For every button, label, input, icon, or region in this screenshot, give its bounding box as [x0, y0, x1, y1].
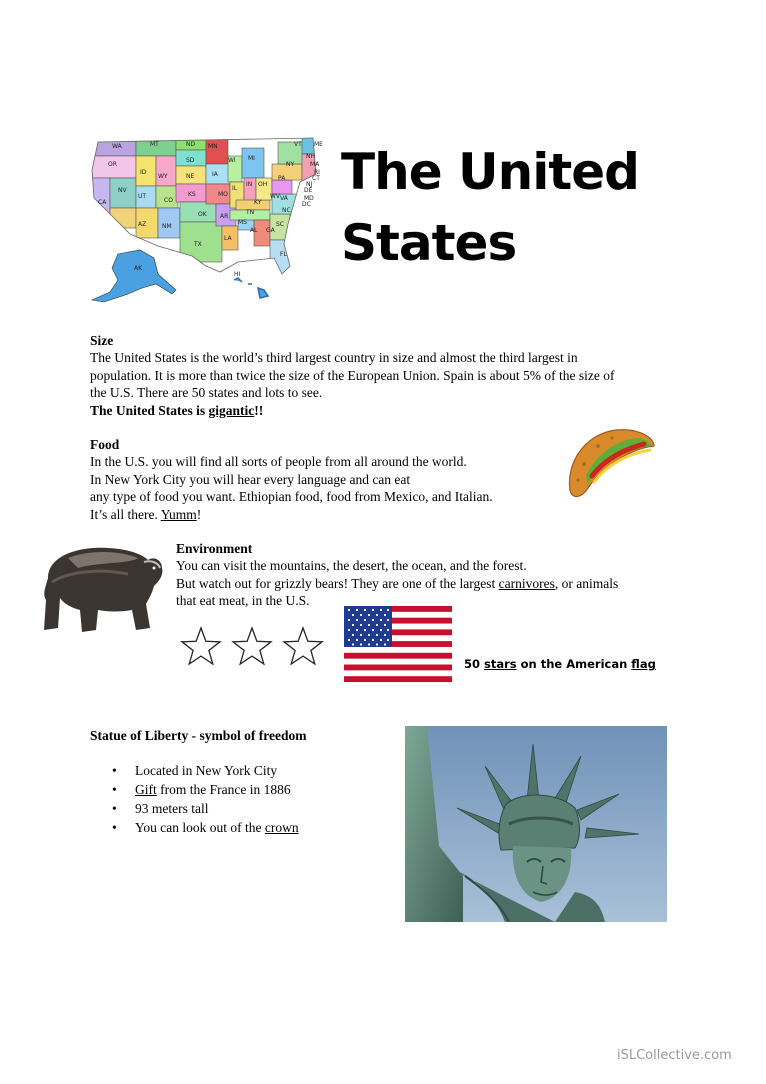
svg-text:WV: WV — [270, 193, 281, 200]
environment-line-3: that eat meat, in the U.S. — [176, 593, 310, 608]
svg-text:TX: TX — [194, 241, 202, 248]
fact-text: from the France in 1886 — [156, 782, 291, 797]
svg-text:CT: CT — [312, 175, 320, 182]
footer-watermark: iSLCollective.com — [617, 1048, 732, 1063]
svg-text:NE: NE — [186, 173, 195, 180]
star-icon-1 — [182, 628, 220, 664]
svg-text:IN: IN — [246, 181, 253, 188]
size-line-1: The United States is the world’s third largest country in size and almost the third largest in — [90, 350, 578, 365]
bullet: • — [112, 801, 117, 816]
svg-text:VA: VA — [280, 195, 288, 202]
page-title-line-1: The United — [341, 143, 639, 201]
list-item — [90, 818, 390, 837]
svg-text:NV: NV — [118, 187, 127, 194]
gigantic-word: gigantic — [208, 402, 255, 418]
flag-caption-text: on the American — [516, 657, 632, 671]
svg-text:MO: MO — [218, 191, 228, 198]
svg-text:PA: PA — [278, 175, 286, 182]
fact-text: 93 meters tall — [135, 801, 209, 816]
svg-text:MT: MT — [150, 141, 159, 148]
svg-text:NC: NC — [282, 207, 291, 214]
flag-word: flag — [631, 657, 656, 671]
food-section — [90, 436, 550, 523]
flag-caption — [464, 657, 656, 671]
environment-line-2-end: , or animals — [554, 575, 619, 591]
svg-text:RI: RI — [314, 169, 320, 176]
food-line-4 — [90, 506, 550, 524]
list-item — [90, 799, 390, 818]
svg-text:HI: HI — [234, 271, 241, 278]
svg-text:OR: OR — [108, 161, 117, 168]
svg-text:OK: OK — [198, 211, 207, 218]
liberty-section — [90, 727, 390, 837]
svg-text:OH: OH — [258, 181, 268, 188]
svg-text:NH: NH — [306, 153, 315, 160]
svg-text:MD: MD — [304, 195, 314, 202]
grizzly-bear-image — [38, 538, 166, 636]
svg-text:NM: NM — [162, 223, 172, 230]
svg-text:AK: AK — [134, 265, 143, 272]
page-title-line-2: States — [341, 214, 517, 272]
environment-line-2-text: But watch out for grizzly bears! They are one of the largest — [176, 575, 499, 591]
stars-word: stars — [484, 657, 517, 671]
gift-word: Gift — [135, 782, 157, 797]
svg-text:SC: SC — [276, 221, 284, 228]
svg-text:IL: IL — [232, 185, 238, 192]
size-line-2: population. It is more than twice the size of the European Union. Spain is about 5% of the size of — [90, 367, 615, 383]
svg-text:WI: WI — [228, 157, 236, 164]
food-line-4-text: It’s all there. — [90, 506, 161, 522]
fact-text: You can look out of the — [135, 820, 265, 835]
svg-text:CA: CA — [98, 199, 107, 206]
svg-text:TN: TN — [246, 209, 255, 216]
svg-text:VT: VT — [294, 141, 302, 148]
svg-text:AL: AL — [250, 227, 258, 234]
svg-text:LA: LA — [224, 235, 232, 242]
svg-text:ND: ND — [186, 141, 196, 148]
svg-text:MN: MN — [208, 143, 218, 150]
fact-text: Located in New York City — [135, 763, 278, 778]
us-map-image — [88, 134, 326, 310]
environment-section — [176, 540, 676, 610]
svg-text:NY: NY — [286, 161, 295, 168]
bullet: • — [112, 763, 117, 778]
svg-text:SD: SD — [186, 157, 195, 164]
size-emphasis-end: !! — [254, 402, 264, 418]
bullet: • — [112, 782, 117, 797]
star-outline-icons — [180, 626, 328, 668]
size-section — [90, 332, 690, 419]
american-flag-image — [344, 606, 452, 682]
svg-text:KY: KY — [254, 199, 262, 206]
liberty-facts-list — [90, 761, 390, 837]
star-icon-3 — [284, 628, 322, 664]
svg-text:IA: IA — [212, 171, 218, 178]
svg-text:FL: FL — [280, 251, 287, 258]
svg-text:KS: KS — [188, 191, 196, 198]
flag-caption-number: 50 — [464, 657, 485, 671]
list-item — [90, 761, 390, 780]
taco-image — [564, 424, 658, 504]
svg-text:AZ: AZ — [138, 221, 147, 228]
bullet: • — [112, 820, 117, 835]
food-line-2: In New York City you will hear every language and can eat — [90, 471, 411, 487]
liberty-heading: Statue of Liberty - symbol of freedom — [90, 728, 307, 743]
size-paragraph — [90, 349, 690, 419]
svg-text:AR: AR — [220, 213, 229, 220]
size-emphasis — [90, 402, 690, 420]
svg-text:CO: CO — [164, 197, 173, 204]
environment-line-2 — [176, 575, 676, 593]
svg-text:MA: MA — [310, 161, 320, 168]
environment-paragraph — [176, 557, 676, 610]
list-item — [90, 780, 390, 799]
environment-heading: Environment — [176, 541, 253, 556]
svg-text:MI: MI — [248, 155, 255, 162]
svg-text:MS: MS — [238, 219, 247, 226]
carnivores-word: carnivores — [498, 575, 555, 591]
food-paragraph — [90, 453, 550, 523]
svg-text:GA: GA — [266, 227, 275, 234]
size-line-3: the U.S. There are 50 states and lots to see. — [90, 385, 323, 400]
svg-text:ID: ID — [140, 169, 147, 176]
size-heading: Size — [90, 333, 114, 348]
food-line-4-end: ! — [196, 506, 202, 522]
svg-text:WY: WY — [158, 173, 168, 180]
svg-text:WA: WA — [112, 143, 122, 150]
food-line-1: In the U.S. you will find all sorts of people from all around the world. — [90, 454, 467, 469]
svg-text:DE: DE — [304, 187, 313, 194]
star-icon-2 — [233, 628, 271, 664]
food-line-3: any type of food you want. Ethiopian food, food from Mexico, and Italian. — [90, 489, 493, 504]
size-emphasis-text: The United States is — [90, 402, 209, 418]
svg-text:NJ: NJ — [306, 181, 313, 188]
svg-text:DC: DC — [302, 201, 311, 208]
svg-text:UT: UT — [138, 193, 147, 200]
food-heading: Food — [90, 437, 120, 452]
crown-word: crown — [264, 820, 299, 835]
yumm-word: Yumm — [160, 506, 197, 522]
svg-text:ME: ME — [314, 141, 323, 148]
statue-of-liberty-photo — [405, 726, 667, 922]
environment-line-1: You can visit the mountains, the desert, the ocean, and the forest. — [176, 558, 527, 573]
